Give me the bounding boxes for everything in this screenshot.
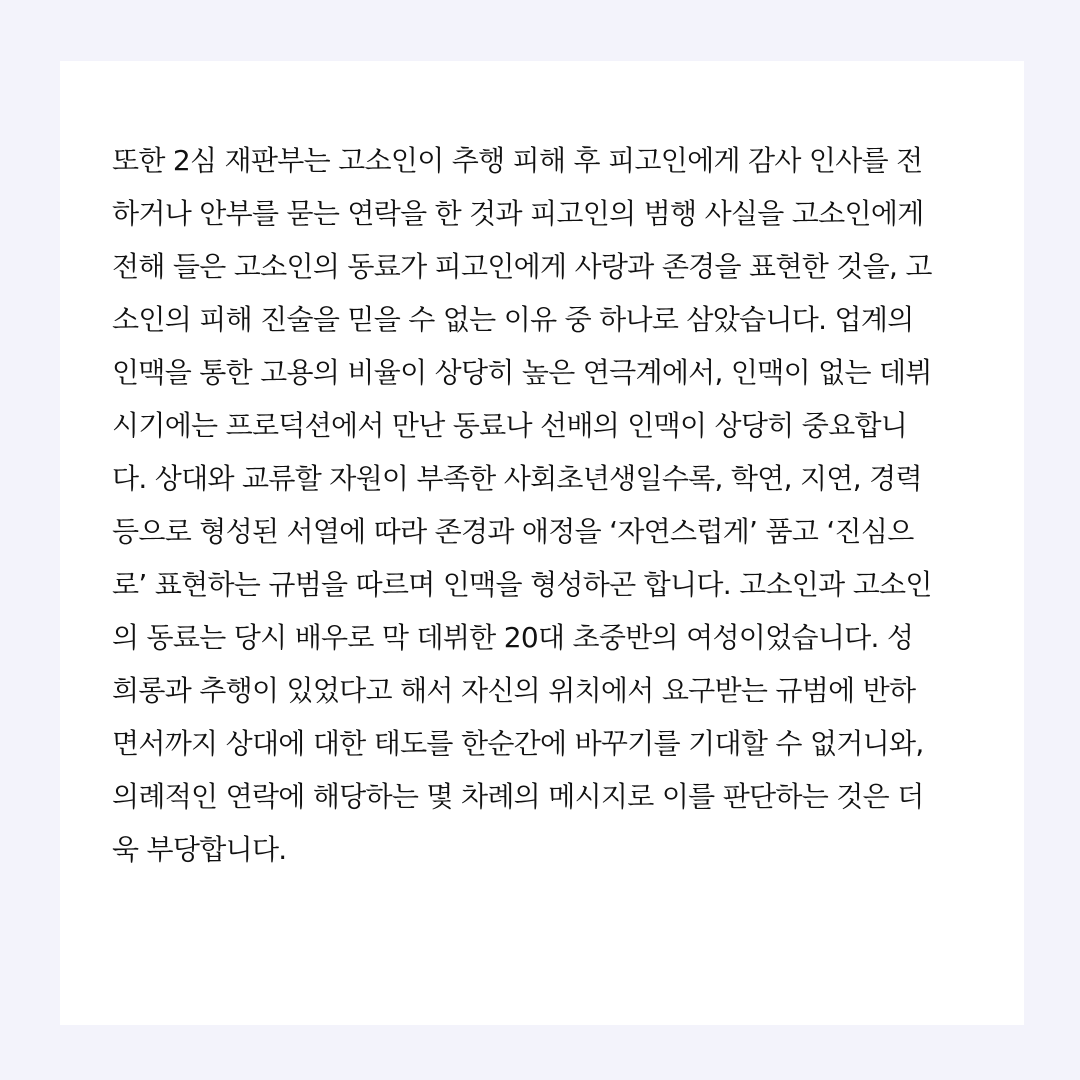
paragraph-line: 다. 상대와 교류할 자원이 부족한 사회초년생일수록, 학연, 지연, 경력 bbox=[112, 462, 922, 495]
paragraph-line: 의 동료는 당시 배우로 막 데뷔한 20대 초중반의 여성이었습니다. 성 bbox=[112, 621, 914, 654]
paragraph-line: 소인의 피해 진술을 믿을 수 없는 이유 중 하나로 삼았습니다. 업계의 bbox=[112, 303, 914, 336]
paragraph-line: 욱 부당합니다. bbox=[112, 833, 287, 866]
paragraph-line: 희롱과 추행이 있었다고 해서 자신의 위치에서 요구받는 규범에 반하 bbox=[112, 674, 916, 707]
paragraph-line: 면서까지 상대에 대한 태도를 한순간에 바꾸기를 기대할 수 없거니와, bbox=[112, 727, 924, 760]
paragraph-line: 등으로 형성된 서열에 따라 존경과 애정을 ‘자연스럽게’ 품고 ‘진심으 bbox=[112, 515, 914, 548]
paragraph-line: 전해 들은 고소인의 동료가 피고인에게 사랑과 존경을 표현한 것을, 고 bbox=[112, 250, 932, 283]
paragraph-line: 또한 2심 재판부는 고소인이 추행 피해 후 피고인에게 감사 인사를 전 bbox=[112, 144, 923, 177]
paragraph-line: 하거나 안부를 묻는 연락을 한 것과 피고인의 범행 사실을 고소인에게 bbox=[112, 197, 924, 230]
paragraph-line: 의례적인 연락에 해당하는 몇 차례의 메시지로 이를 판단하는 것은 더 bbox=[112, 780, 924, 813]
paragraph bbox=[112, 134, 992, 876]
paragraph-line: 로’ 표현하는 규범을 따르며 인맥을 형성하곤 합니다. 고소인과 고소인 bbox=[112, 568, 932, 601]
text-card bbox=[60, 61, 1024, 1025]
paragraph-line: 시기에는 프로덕션에서 만난 동료나 선배의 인맥이 상당히 중요합니 bbox=[112, 409, 908, 442]
paragraph-line: 인맥을 통한 고용의 비율이 상당히 높은 연극계에서, 인맥이 없는 데뷔 bbox=[112, 356, 932, 389]
